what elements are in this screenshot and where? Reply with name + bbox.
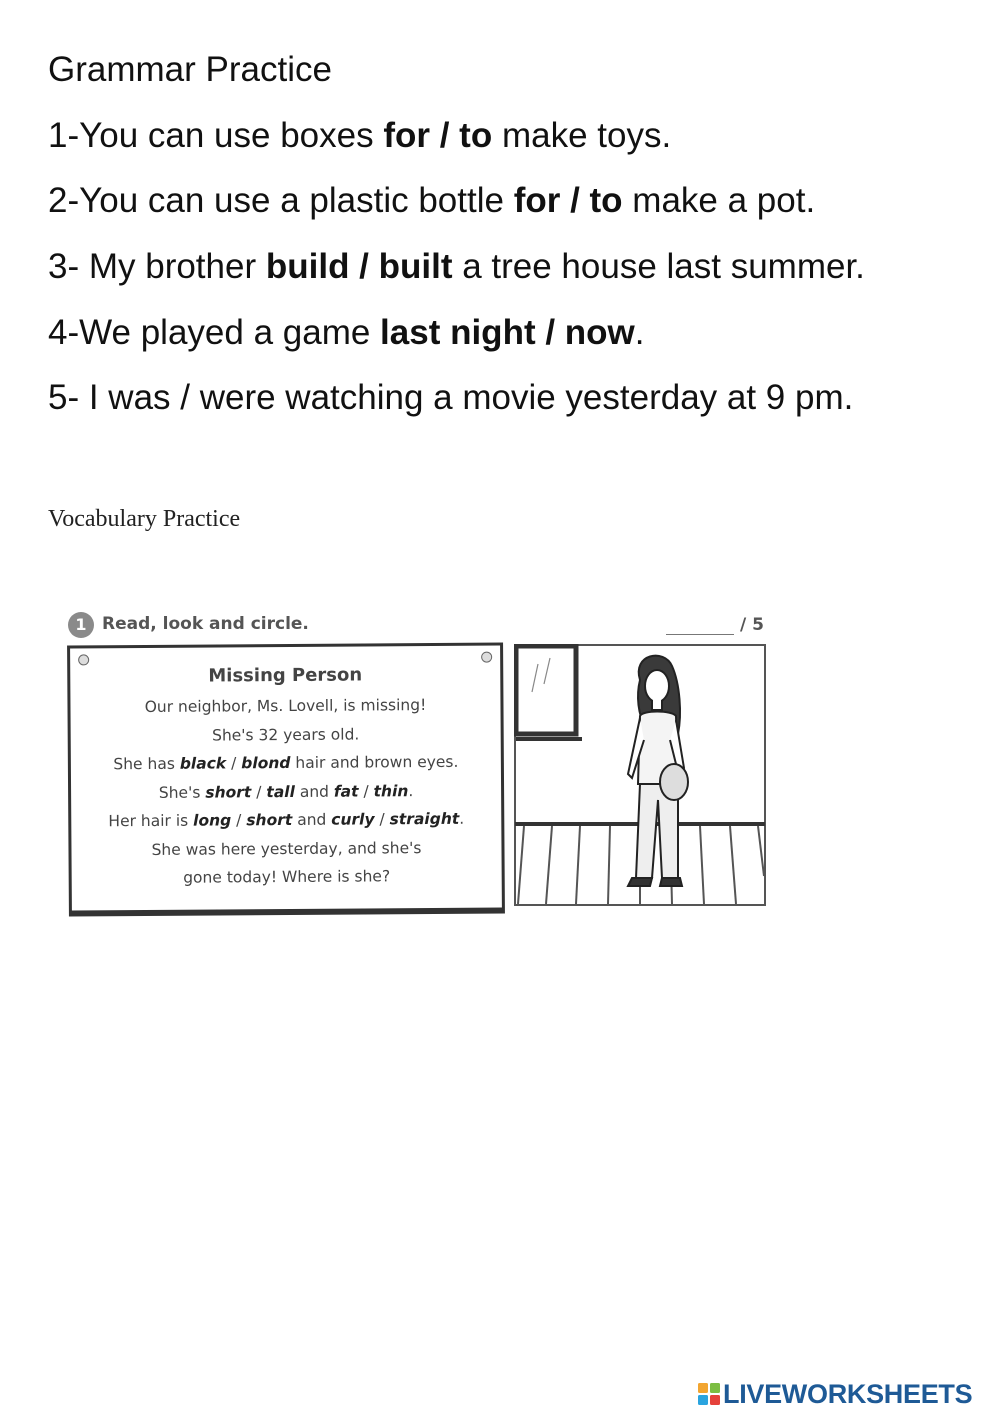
choice-word: blond bbox=[241, 753, 291, 773]
question-text: 2-You can use a plastic bottle bbox=[48, 181, 514, 220]
woman-illustration bbox=[514, 644, 766, 906]
score-total: / 5 bbox=[740, 615, 764, 635]
choice-word: tall bbox=[266, 782, 295, 801]
question-text: 3- My brother bbox=[48, 247, 266, 286]
question-text: 4-We played a game bbox=[48, 313, 381, 352]
notice-line: Our neighbor, Ms. Lovell, is missing! bbox=[144, 696, 427, 716]
answer-choices: for / to bbox=[383, 116, 493, 155]
logo-square bbox=[710, 1383, 720, 1393]
choice-word: short bbox=[246, 810, 293, 830]
notice-line: She has black / blond hair and brown eyes. bbox=[113, 752, 459, 774]
grammar-question-2 bbox=[48, 181, 815, 221]
question-text: a tree house last summer. bbox=[452, 247, 865, 286]
question-text: make toys. bbox=[492, 116, 672, 155]
grammar-question-3 bbox=[48, 247, 865, 287]
notice-title: Missing Person bbox=[208, 664, 363, 687]
notice-line: She's short / tall and fat / thin. bbox=[158, 781, 414, 802]
exercise-instruction: Read, look and circle. bbox=[102, 614, 309, 634]
choice-word: thin bbox=[373, 781, 409, 800]
grammar-question-4 bbox=[48, 313, 645, 353]
choice-word: black bbox=[179, 754, 227, 773]
logo-square bbox=[698, 1395, 708, 1405]
notice-line: She's 32 years old. bbox=[211, 724, 360, 745]
choice-word: curly bbox=[331, 810, 375, 829]
choice-word: long bbox=[193, 811, 232, 830]
logo-square bbox=[698, 1383, 708, 1393]
question-text: make a pot. bbox=[622, 181, 816, 220]
liveworksheets-watermark bbox=[697, 1376, 993, 1412]
liveworksheets-logo-icon bbox=[697, 1382, 721, 1406]
notice-line: Her hair is long / short and curly / straight. bbox=[108, 809, 465, 831]
notice-line: gone today! Where is she? bbox=[183, 867, 391, 887]
logo-square bbox=[710, 1395, 720, 1405]
missing-person-notice bbox=[67, 642, 505, 916]
pin-icon bbox=[481, 652, 492, 663]
page-title: Grammar Practice bbox=[48, 50, 332, 89]
answer-choices: for / to bbox=[513, 181, 623, 220]
question-text: 1-You can use boxes bbox=[48, 116, 384, 155]
choice-word: straight bbox=[389, 809, 460, 829]
answer-choices: build / built bbox=[265, 247, 453, 286]
notice-line: She was here yesterday, and she's bbox=[151, 838, 422, 859]
exercise-image bbox=[62, 604, 774, 916]
exercise-number-badge: 1 bbox=[68, 612, 94, 638]
grammar-question-5: 5- I was / were watching a movie yesterday at 9 pm. bbox=[48, 378, 854, 417]
choice-word: short bbox=[205, 782, 252, 802]
pin-icon bbox=[78, 654, 89, 665]
section-title: Vocabulary Practice bbox=[48, 506, 241, 532]
score-blank bbox=[666, 634, 734, 635]
answer-choices: last night / now bbox=[380, 313, 635, 352]
grammar-question-1 bbox=[48, 116, 671, 156]
choice-word: fat bbox=[333, 781, 359, 801]
question-text: . bbox=[634, 313, 645, 352]
watermark-text: LIVEWORKSHEETS bbox=[723, 1378, 973, 1409]
